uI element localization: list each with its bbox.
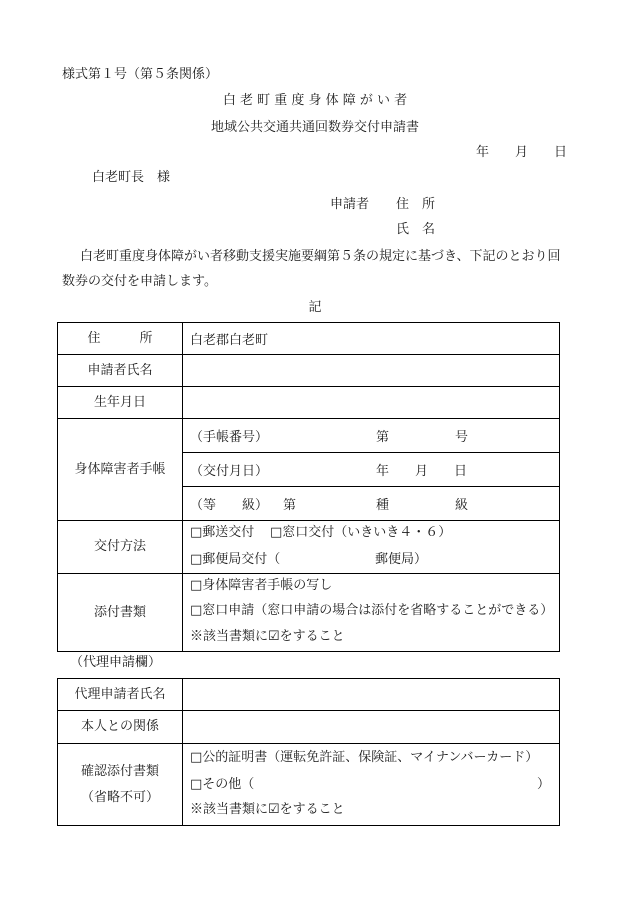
other-document-option: □その他（: [190, 777, 255, 792]
application-date: 年 月 日: [476, 145, 568, 160]
address-value-cell: [183, 323, 559, 354]
attachments-label-cell: [58, 574, 183, 651]
attachments-options: [183, 574, 559, 651]
delivery-method-options: [183, 521, 559, 573]
relationship-label: 本人との関係: [80, 719, 159, 734]
agent-name-label-cell: [58, 679, 183, 710]
birth-date-label: 生年月日: [93, 394, 146, 410]
attachment-window-option: □窓口申請（窓口申請の場合は添付を省略することができる）: [190, 603, 554, 618]
applicant-name-row: [58, 354, 559, 386]
agent-section-heading: （代理申請欄）: [70, 655, 162, 670]
relationship-label-cell: [58, 711, 183, 743]
applicant-label: 申請者: [330, 197, 370, 212]
agent-name-row: [58, 679, 559, 710]
birth-date-label-cell: [58, 387, 183, 418]
delivery-mail-option: □郵送交付: [190, 525, 255, 540]
handbook-grade-shu: 種: [376, 498, 390, 513]
agent-name-field: [183, 679, 559, 710]
delivery-post-office-suffix: 郵便局）: [375, 552, 428, 567]
handbook-grade-dai: 第: [283, 498, 297, 513]
address-label: 住 所: [87, 330, 153, 346]
handbook-issue-date-label: （交付月日）: [190, 464, 269, 479]
handbook-grade-label: （等 級）: [190, 498, 269, 513]
handbook-label-cell: [58, 419, 183, 520]
attachments-row: [58, 573, 559, 651]
handbook-number-go: 号: [455, 430, 469, 445]
public-id-option: □公的証明書（運転免許証、保険証、マイナンバーカード）: [190, 750, 539, 765]
handbook-grade-kyu: 級: [455, 498, 469, 513]
applicant-name-field: [183, 355, 559, 386]
delivery-method-label: 交付方法: [93, 539, 146, 554]
applicant-name-label-text: 申請者氏名: [87, 362, 153, 378]
verification-documents-sublabel: （省略不可）: [80, 789, 159, 805]
handbook-issue-date-ymd: 年 月 日: [376, 464, 468, 479]
address-row: [58, 323, 559, 354]
form-number: 様式第１号（第５条関係）: [62, 67, 219, 82]
handbook-label: 身体障害者手帳: [74, 461, 166, 477]
handbook-detail-cell: [183, 419, 559, 520]
handbook-issue-date-subrow: [183, 452, 559, 486]
applicant-address-label: 住 所: [396, 197, 436, 212]
verification-documents-label: 確認添付書類: [80, 763, 159, 779]
paragraph-line-1: 白老町重度身体障がい者移動支援実施要綱第５条の規定に基づき、下記のとおり回: [80, 249, 561, 264]
handbook-number-subrow: [183, 419, 559, 452]
handbook-grade-subrow: [183, 486, 559, 520]
title-line-2: 地域公共交通共通回数券交付申請書: [210, 120, 419, 135]
birth-date-field: [183, 387, 559, 418]
relationship-field: [183, 711, 559, 743]
verification-documents-options: [183, 744, 559, 825]
attachments-label: 添付書類: [93, 604, 146, 620]
applicant-name-label-cell: [58, 355, 183, 386]
ki-heading: 記: [308, 300, 322, 315]
birth-date-row: [58, 386, 559, 418]
agent-name-label: 代理申請者氏名: [74, 686, 166, 702]
addressee: 白老町長 様: [92, 170, 171, 185]
paragraph-line-2: 数券の交付を申請します。: [62, 274, 217, 289]
delivery-window-option: □窓口交付（いきいき４・６）: [270, 525, 452, 540]
handbook-number-dai: 第: [376, 430, 390, 445]
application-table: [57, 322, 560, 652]
address-value: 白老郡白老町: [190, 333, 269, 348]
title-line-1: 白 老 町 重 度 身 体 障 が い 者: [222, 93, 408, 108]
address-label-cell: [58, 323, 183, 354]
attachments-note: ※該当書類に☑をすること: [190, 629, 345, 644]
verification-documents-note: ※該当書類に☑をすること: [190, 802, 345, 817]
attachment-handbook-copy-option: □身体障害者手帳の写し: [190, 578, 333, 593]
other-document-close-paren: ）: [537, 777, 551, 792]
delivery-method-label-cell: [58, 521, 183, 573]
verification-documents-row: [58, 743, 559, 825]
delivery-post-office-option: □郵便局交付（: [190, 552, 281, 567]
delivery-method-row: [58, 520, 559, 573]
handbook-number-label: （手帳番号）: [190, 430, 269, 445]
agent-table: [57, 678, 560, 826]
verification-documents-label-cell: [58, 744, 183, 825]
applicant-name-label: 氏 名: [396, 222, 436, 237]
relationship-row: [58, 710, 559, 743]
handbook-row: [58, 418, 559, 520]
